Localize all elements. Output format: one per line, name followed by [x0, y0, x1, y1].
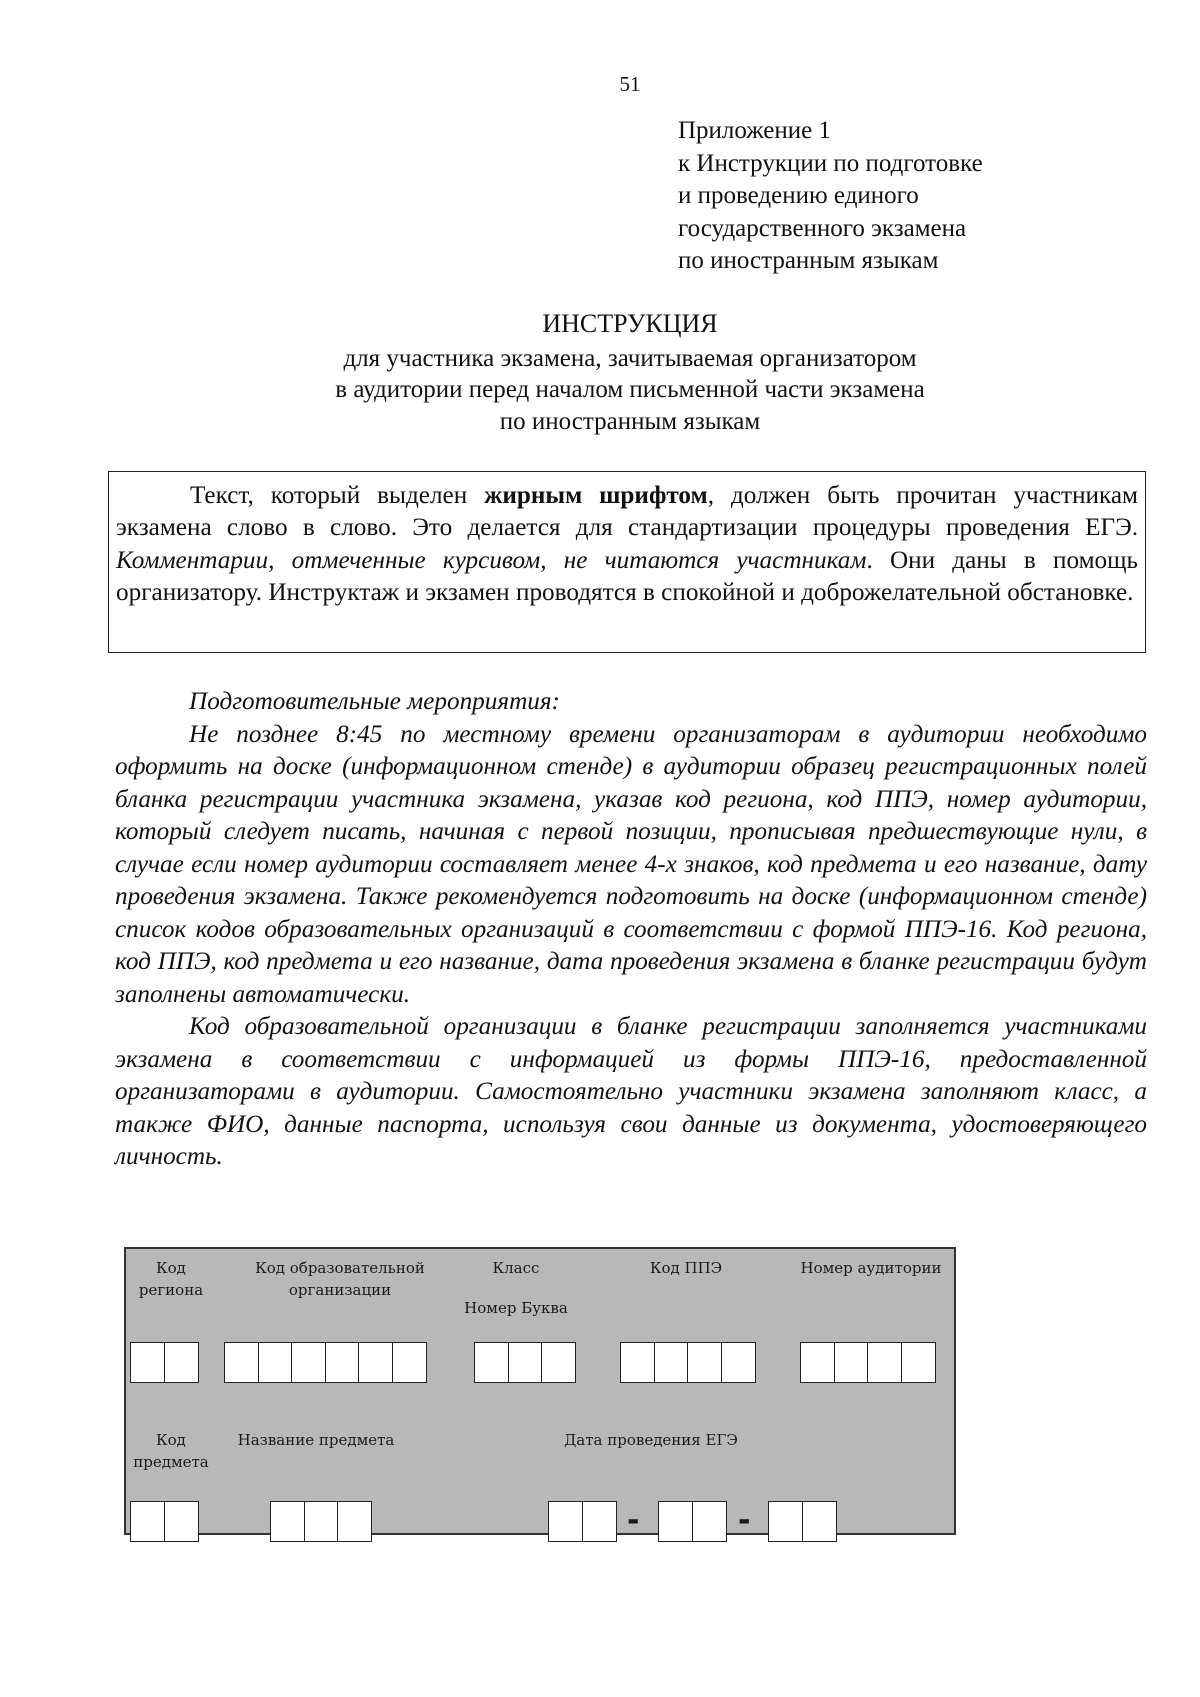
label-line: организации [288, 1281, 392, 1299]
notice-text [116, 480, 1138, 609]
notice-box [108, 471, 1146, 653]
subtitle-line: для участника экзамена, зачитываемая организатором [343, 344, 917, 372]
input-cell [620, 1342, 655, 1383]
input-cell [258, 1342, 293, 1383]
ppe-code-label: Код ППЭ [649, 1259, 723, 1277]
preparation-heading: Подготовительные мероприятия: [189, 688, 560, 715]
notice-text-part: , должен быть прочитан участникам экзамена слово в слово. Это делается для стандартизации процедуры проведения ЕГЭ. [116, 482, 1138, 542]
org-code-cells [224, 1342, 425, 1383]
label-line: предмета [133, 1453, 209, 1471]
org-code-label [220, 1257, 460, 1301]
exam-month-cells [658, 1501, 725, 1542]
input-cell [392, 1342, 427, 1383]
input-cell [654, 1342, 689, 1383]
label-line: Код [156, 1431, 186, 1449]
label-line: региона [138, 1281, 204, 1299]
input-cell [304, 1501, 339, 1542]
appendix-line: и проведению единого [678, 182, 919, 209]
registration-form-sample [124, 1247, 956, 1538]
label-line: Код [156, 1259, 186, 1277]
date-separator: - [738, 1503, 751, 1538]
input-cell [291, 1342, 326, 1383]
input-cell [474, 1342, 509, 1383]
input-cell [164, 1342, 199, 1383]
room-number-cells [800, 1342, 934, 1383]
input-cell [721, 1342, 756, 1383]
appendix-header [678, 115, 983, 278]
input-cell [224, 1342, 259, 1383]
document-title [0, 308, 1200, 437]
subject-code-cells [130, 1501, 197, 1542]
input-cell [687, 1342, 722, 1383]
class-label: Класс [492, 1259, 540, 1277]
input-cell [834, 1342, 869, 1383]
input-cell [337, 1501, 372, 1542]
notice-bold-text: жирным шрифтом [484, 482, 708, 509]
class-cells [474, 1342, 575, 1383]
input-cell [901, 1342, 936, 1383]
exam-year-cells [768, 1501, 835, 1542]
subject-code-label [132, 1429, 210, 1473]
region-code-cells [130, 1342, 197, 1383]
appendix-line: Приложение 1 [678, 117, 831, 144]
input-cell [800, 1342, 835, 1383]
notice-text-part: Текст, который выделен [190, 482, 485, 509]
notice-italic-text: Комментарии, отмеченные курсивом, не читаются участникам [116, 546, 867, 574]
notice-text-part: . Они даны в помощь организатору. Инструктаж и экзамен проводятся в спокойной и доброжелательной обстановке. [116, 546, 1138, 606]
preparation-paragraph: Код образовательной организации в бланке регистрации заполняется участниками экзамена в соответствии с информацией из формы ППЭ-16, предоставленной организаторами в аудитории. Самостоятельно участники экзамена заполняют класс, а также ФИО, данные паспорта, используя свои данные из документа, удостоверяющего личность. [115, 1013, 1147, 1170]
input-cell [658, 1501, 693, 1542]
input-cell [541, 1342, 576, 1383]
subject-name-cells [270, 1501, 371, 1542]
input-cell [164, 1501, 199, 1542]
input-cell [325, 1342, 360, 1383]
exam-date-label: Дата проведения ЕГЭ [564, 1431, 738, 1449]
input-cell [802, 1501, 837, 1542]
label-line: Код образовательной [255, 1259, 425, 1277]
appendix-line: государственного экзамена [678, 214, 967, 242]
room-number-label: Номер аудитории [800, 1259, 942, 1277]
input-cell [692, 1501, 727, 1542]
appendix-line: по иностранным языкам [678, 247, 939, 274]
input-cell [548, 1501, 583, 1542]
input-cell [130, 1342, 165, 1383]
subtitle-line: по иностранным языкам [499, 407, 761, 435]
input-cell [582, 1501, 617, 1542]
input-cell [270, 1501, 305, 1542]
input-cell [358, 1342, 393, 1383]
appendix-line: к Инструкции по подготовке [678, 149, 983, 177]
class-sub-label: Номер Буква [464, 1299, 568, 1317]
page-number: 51 [619, 72, 641, 96]
input-cell [130, 1501, 165, 1542]
preparation-paragraph: Не позднее 8:45 по местному времени организаторам в аудитории необходимо оформить на доске (информационном стенде) в аудитории образец регистрационных полей бланка регистрации участника экзамена, указав код региона, код ППЭ, номер аудитории, который следует писать, начиная с первой позиции, прописывая предшествующие нули, в случае если номер аудитории составляет менее 4-х знаков, код предмета и его название, дату проведения экзамена. Также рекомендуется подготовить на доске (информационном стенде) список кодов образовательных организаций в соответствии с формой ППЭ-16. Код региона, код ППЭ, код предмета и его название, дата проведения экзамена в бланке регистрации будут заполнены автоматически. [115, 720, 1147, 1008]
input-cell [768, 1501, 803, 1542]
page-title: ИНСТРУКЦИЯ [542, 309, 718, 338]
ppe-code-cells [620, 1342, 754, 1383]
exam-day-cells [548, 1501, 615, 1542]
subject-name-label: Название предмета [237, 1431, 395, 1449]
date-separator: - [627, 1503, 640, 1538]
preparation-section [115, 686, 1147, 1174]
input-cell [508, 1342, 543, 1383]
region-code-label [132, 1257, 210, 1301]
input-cell [867, 1342, 902, 1383]
subtitle-line: в аудитории перед началом письменной части экзамена [335, 376, 925, 403]
